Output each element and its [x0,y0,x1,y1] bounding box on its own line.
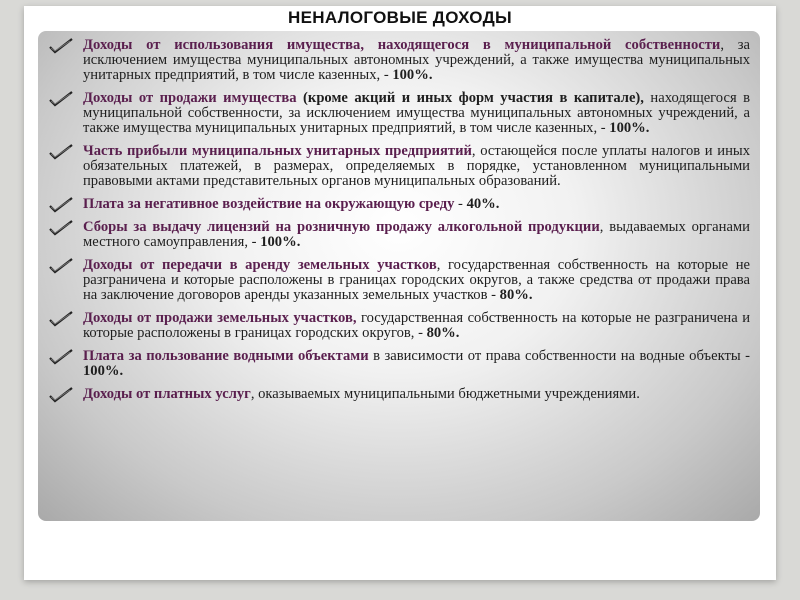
item-percent: 80%. [426,325,460,341]
item-text: государственная собственность на которые не разграничена и которые расположены в границах городских округов, - [83,310,750,341]
slide-title: НЕНАЛОГОВЫЕ ДОХОДЫ [288,8,512,27]
check-mark-icon [48,258,74,274]
item-percent: 80%. [499,287,533,303]
item-text: находящегося в муниципальной собственности, за исключением имущества муниципальных автономных учреждений, а также имущества муниципальных унитарных предприятий, в том числе казенных, - [83,90,751,136]
item-text: - [454,196,467,212]
item-heading: Доходы от передачи в аренду земельных участков [83,257,437,273]
list-item [48,311,750,341]
item-percent: 100%. [609,120,650,136]
item-heading-extra: (кроме акций и иных форм участия в капитале), [296,90,644,106]
item-heading: Плата за негативное воздействие на окружающую среду [83,196,455,212]
list-item [48,144,750,189]
item-text: , за исключением имущества муниципальных автономных учреждений, а также имущества муниципальных унитарных предприятий, в том числе казенных, - [83,37,750,83]
list-item [48,258,750,303]
check-mark-icon [48,311,74,327]
item-percent: 100%. [83,363,124,379]
revenue-list [48,38,750,410]
list-item [48,349,750,379]
item-text: в зависимости от права собственности на водные объекты - [368,348,750,364]
list-item [48,387,750,402]
check-mark-icon [48,144,74,160]
item-heading: Доходы от использования имущества, находящегося в муниципальной собственности [83,37,721,53]
check-mark-icon [48,91,74,107]
item-heading: Часть прибыли муниципальных унитарных предприятий [83,143,472,159]
list-item [48,91,750,136]
item-heading: Плата за пользование водными объектами [83,348,369,364]
check-mark-icon [48,38,74,54]
item-heading: Доходы от продажи имущества [83,90,297,106]
item-text: , оказываемых муниципальными бюджетными учреждениями. [250,386,640,402]
check-mark-icon [48,387,74,403]
list-item [48,197,750,212]
check-mark-icon [48,220,74,236]
item-percent: 100%. [260,234,301,250]
list-item [48,38,750,83]
item-text: , остающейся после уплаты налогов и иных обязательных платежей, в размерах, определяемых в порядке, установленном муниципальными правовыми актами представительных органов муниципальных образований. [83,143,750,189]
item-heading: Доходы от продажи земельных участков, [83,310,357,326]
item-percent: 40%. [466,196,500,212]
item-percent: 100%. [392,67,433,83]
list-item [48,220,750,250]
item-text: , государственная собственность на которые не разграничена и которые расположены в границах городских округов, а также средства от продажи права на заключение договоров аренды указанных земельных участков - [83,257,750,303]
item-text: , выдаваемых органами местного самоуправления, - [83,219,750,250]
check-mark-icon [48,197,74,213]
check-mark-icon [48,349,74,365]
item-heading: Доходы от платных услуг [83,386,251,402]
item-heading: Сборы за выдачу лицензий на розничную продажу алкогольной продукции [83,219,600,235]
